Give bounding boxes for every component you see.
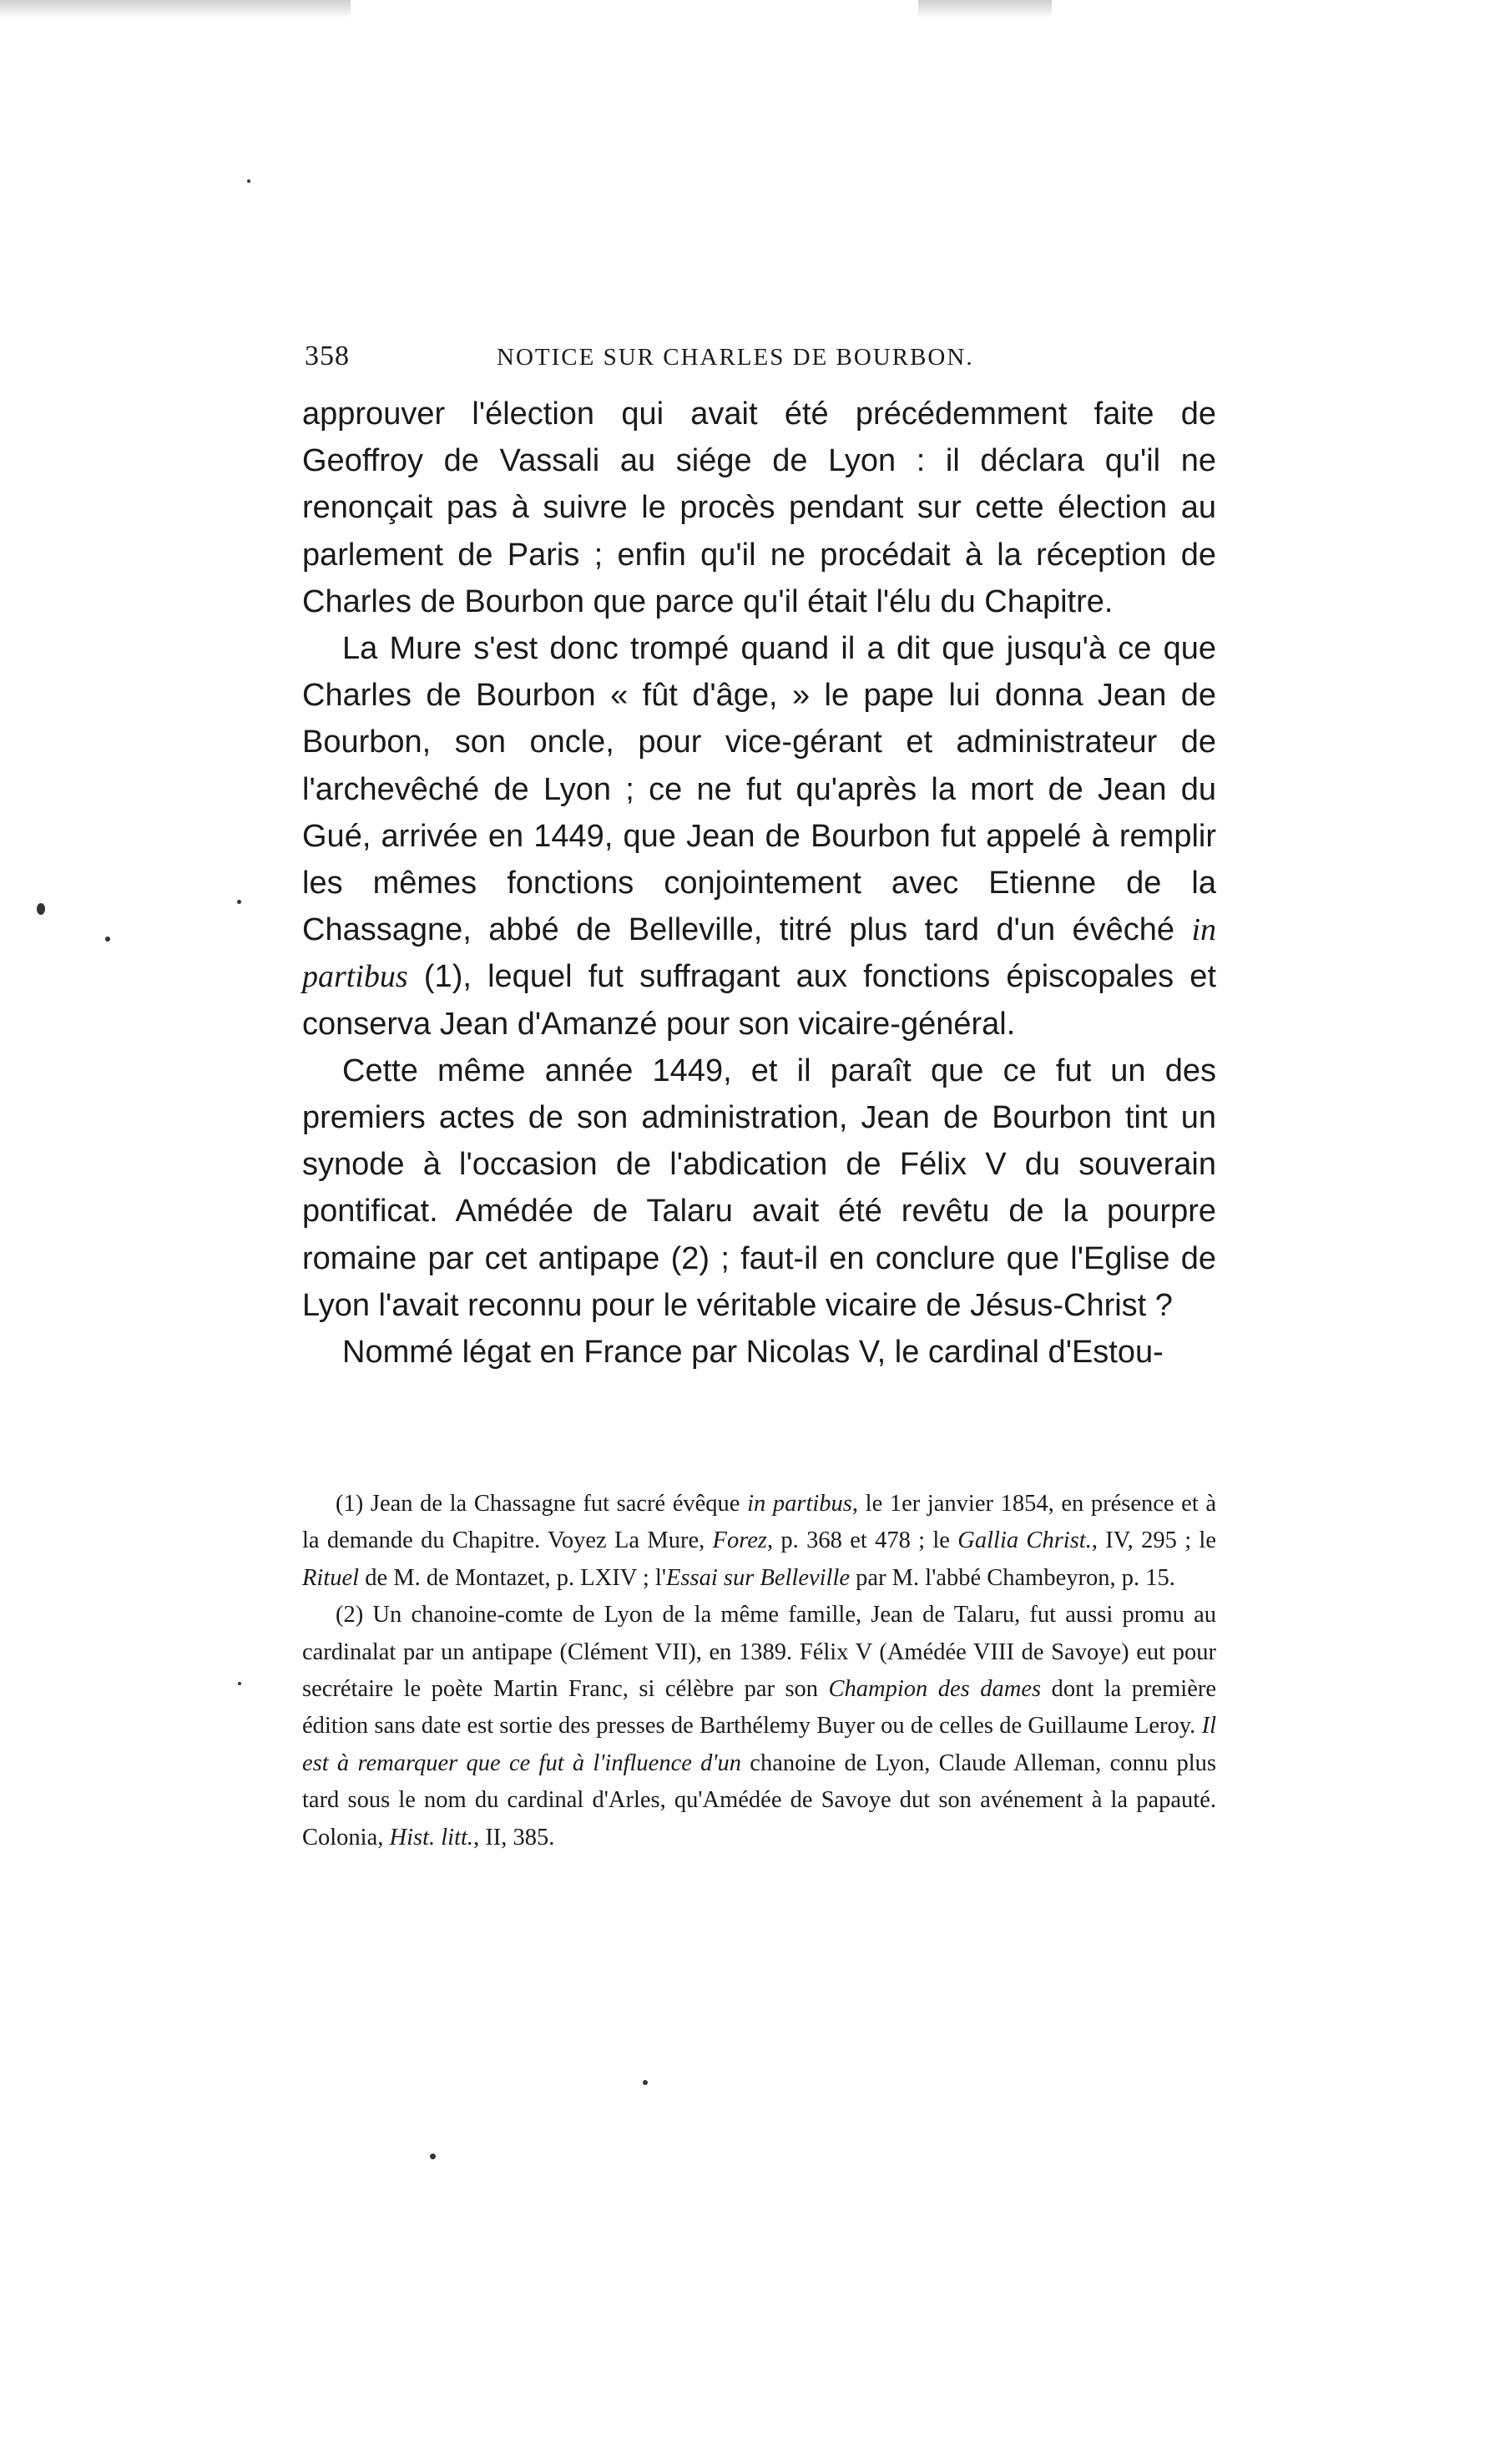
top-edge-scan-noise xyxy=(0,0,351,18)
footnote-1-italic: Gallia Christ. xyxy=(957,1527,1092,1554)
footnote-2-italic: Champion des dames xyxy=(828,1676,1042,1703)
scan-speck xyxy=(247,179,250,183)
paragraph-2-part-a: La Mure s'est donc trompé quand il a dit que jusqu'à ce que Charles de Bourbon « fût d'âge, » le pape lui donna Jean de Bourbon, son oncle, pour vice-gérant et administrateur de l'archevêché de Lyon ; ce ne fut qu'après la mort de Jean du Gué, arrivée en 1449, que Jean de Bourbon fut appelé à remplir les mêmes fonctions conjointement avec Etienne de la Chassagne, abbé de Belleville, titré plus tard d'un évêché xyxy=(302,631,1216,948)
running-head xyxy=(305,341,1219,382)
footnote-2-text: dont la première édition sans date est sortie des presses de Barthélemy Buyer ou de celles de Guillaume Leroy. xyxy=(302,1676,1217,1739)
footnote-2-italic: Hist. litt. xyxy=(389,1824,474,1851)
paragraph-2 xyxy=(302,625,1216,1048)
paragraph-3: Cette même année 1449, et il paraît que ce fut un des premiers actes de son administration, Jean de Bourbon tint un synode à l'occasion de l'abdication de Félix V du souverain pontificat. Amédée de Talaru avait été revêtu de la pourpre romaine par cet antipape (2) ; faut-il en conclure que l'Eglise de Lyon l'avait reconnu pour le véritable vicaire de Jésus-Christ ? xyxy=(302,1053,1216,1323)
scan-speck xyxy=(430,2153,436,2159)
paragraph-2-italic: in partibus xyxy=(302,912,1217,995)
scan-speck xyxy=(643,2080,648,2085)
footnote-1-italic: Essai sur Belleville xyxy=(666,1564,851,1591)
footnote-2-text: (2) Un chanoine-comte de Lyon de la même famille, Jean de Talaru, fut aussi promu au cardinalat par un antipape (Clément VII), en 1389. Félix V (Amédée VIII de Savoye) eut pour secrétaire le poète Martin Franc, si célèbre par son xyxy=(302,1602,1216,1703)
footnote-1 xyxy=(302,1486,1216,1597)
scan-speck xyxy=(238,1682,241,1685)
scan-speck xyxy=(237,900,241,904)
scan-speck xyxy=(105,937,110,942)
footnote-1-italic: in partibus xyxy=(747,1491,852,1517)
paragraph-1: approuver l'élection qui avait été précédemment faite de Geoffroy de Vassali au siége de Lyon : il déclara qu'il ne renonçait pas à suivre le procès pendant sur cette élection au parlement de Paris ; enfin qu'il ne procédait à la réception de Charles de Bourbon que parce qu'il était l'élu du Chapitre. xyxy=(302,396,1216,619)
footnote-1-text: par M. l'abbé Chambeyron, p. 15. xyxy=(856,1564,1175,1591)
footnote-1-text: de M. de Montazet, p. LXIV ; l' xyxy=(365,1564,666,1591)
footnote-1-text: (1) Jean de la Chassagne fut sacré évêque xyxy=(336,1491,740,1517)
top-edge-scan-noise-right xyxy=(918,0,1052,18)
footnote-1-text: , IV, 295 ; le xyxy=(1091,1527,1217,1554)
footnote-2-text: chanoine de Lyon, Claude Alleman, connu plus tard sous le nom du cardinal d'Arles, qu'Amédée de Savoye dut son avénement à la papauté. Colonia, xyxy=(302,1750,1217,1851)
footnote-2-text: , II, 385. xyxy=(473,1824,555,1851)
running-title: NOTICE SUR CHARLES DE BOURBON. xyxy=(497,344,974,371)
footnote-1-text: , le 1er janvier 1854, en présence et à la demande du Chapitre. Voyez La Mure, xyxy=(302,1491,1217,1554)
footnotes xyxy=(302,1486,1216,1856)
footnote-2 xyxy=(302,1597,1216,1856)
footnote-1-text: , p. 368 et 478 ; le xyxy=(766,1527,950,1554)
paragraph-4: Nommé légat en France par Nicolas V, le cardinal d'Estou- xyxy=(342,1335,1164,1371)
footnote-1-italic: Forez xyxy=(712,1527,767,1554)
footnote-2-italic: Il est à remarquer que ce fut à l'influence d'un xyxy=(302,1713,1217,1776)
footnote-1-italic: Rituel xyxy=(302,1564,360,1591)
main-text xyxy=(302,391,1216,1376)
scan-speck xyxy=(37,903,45,915)
paragraph-2-part-b: (1), lequel fut suffragant aux fonctions épiscopales et conserva Jean d'Amanzé pour son vicaire-général. xyxy=(302,959,1216,1042)
page-number: 358 xyxy=(305,341,350,371)
